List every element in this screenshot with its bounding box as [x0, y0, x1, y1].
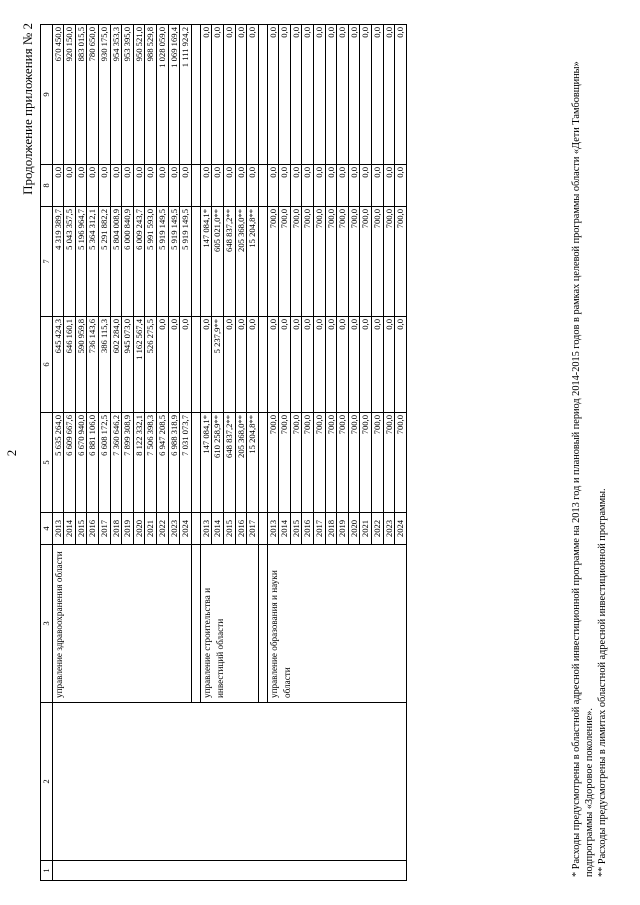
col-2-cell — [52, 702, 406, 860]
year-cell: 2014 — [64, 512, 76, 544]
amount-cell: 6 009 243,7 — [133, 206, 145, 316]
amount-cell: 0,0 — [279, 24, 291, 164]
table-row — [52, 24, 64, 880]
amount-cell: 5 291 882,2 — [98, 206, 110, 316]
amount-cell: 0,0 — [145, 164, 157, 206]
amount-cell: 646 160,1 — [64, 316, 76, 412]
amount-cell: 700,0 — [267, 412, 279, 512]
year-cell: 2017 — [247, 512, 259, 544]
amount-cell: 700,0 — [372, 206, 384, 316]
year-cell: 2015 — [290, 512, 302, 544]
document-page — [0, 13, 640, 893]
amount-cell: 590 959,8 — [75, 316, 87, 412]
amount-cell: 700,0 — [279, 206, 291, 316]
amount-cell: 5 196 964,7 — [75, 206, 87, 316]
amount-cell: 920 150,0 — [64, 24, 76, 164]
amount-cell: 6 609 667,6 — [64, 412, 76, 512]
amount-cell: 0,0 — [122, 164, 134, 206]
amount-cell: 7 360 646,2 — [110, 412, 122, 512]
amount-cell: 147 084,1* — [200, 412, 212, 512]
amount-cell: 8 122 332,1 — [133, 412, 145, 512]
amount-cell: 930 175,0 — [98, 24, 110, 164]
amount-cell: 700,0 — [395, 412, 407, 512]
amount-cell: 205 368,0** — [235, 412, 247, 512]
year-cell: 2020 — [348, 512, 360, 544]
amount-cell: 700,0 — [325, 206, 337, 316]
header-cell: 6 — [41, 316, 53, 412]
footnotes — [570, 27, 609, 877]
amount-cell: 700,0 — [337, 206, 349, 316]
amount-cell: 0,0 — [267, 164, 279, 206]
amount-cell: 1 069 169,4 — [168, 24, 180, 164]
amount-cell: 700,0 — [348, 412, 360, 512]
amount-cell: 700,0 — [314, 206, 326, 316]
amount-cell: 0,0 — [223, 316, 235, 412]
amount-cell: 0,0 — [212, 24, 224, 164]
amount-cell: 0,0 — [200, 316, 212, 412]
organization-name: управление здравоохранения области — [52, 544, 191, 702]
year-cell: 2023 — [383, 512, 395, 544]
amount-cell: 0,0 — [383, 164, 395, 206]
amount-cell: 0,0 — [383, 316, 395, 412]
year-cell: 2024 — [395, 512, 407, 544]
amount-cell: 0,0 — [247, 164, 259, 206]
amount-cell: 883 015,5 — [75, 24, 87, 164]
amount-cell: 648 837,2** — [223, 206, 235, 316]
amount-cell: 1 111 924,2 — [180, 24, 192, 164]
amount-cell: 0,0 — [200, 24, 212, 164]
amount-cell: 0,0 — [360, 316, 372, 412]
footnote-2: ** Расходы предусмотрены в лимитах областной адресной инвестиционной программы. — [597, 487, 608, 877]
amount-cell: 0,0 — [279, 316, 291, 412]
amount-cell: 15 204,8** — [247, 412, 259, 512]
amount-cell: 0,0 — [314, 164, 326, 206]
header-row — [41, 24, 53, 880]
footnote-1: * Расходы предусмотрены в областной адресной инвестиционной программе на 2013 год и плановый период 2014-2015 годов в рамках целевой программы области «Дети Тамбовщины» подпрограммы «Здоровое поколение». — [571, 60, 595, 877]
amount-cell: 0,0 — [314, 24, 326, 164]
header-cell: 2 — [41, 702, 53, 860]
year-cell: 2024 — [180, 512, 192, 544]
amount-cell: 147 084,1* — [200, 206, 212, 316]
year-cell: 2014 — [279, 512, 291, 544]
amount-cell: 645 424,3 — [52, 316, 64, 412]
amount-cell: 0,0 — [290, 24, 302, 164]
amount-cell: 0,0 — [372, 164, 384, 206]
amount-cell: 0,0 — [279, 164, 291, 206]
amount-cell: 0,0 — [290, 316, 302, 412]
amount-cell: 5 919 149,5 — [168, 206, 180, 316]
amount-cell: 7 031 073,7 — [180, 412, 192, 512]
amount-cell: 0,0 — [200, 164, 212, 206]
amount-cell: 0,0 — [223, 24, 235, 164]
amount-cell: 15 204,8** — [247, 206, 259, 316]
amount-cell: 0,0 — [325, 316, 337, 412]
header-cell: 8 — [41, 164, 53, 206]
year-cell: 2018 — [110, 512, 122, 544]
year-cell: 2023 — [168, 512, 180, 544]
amount-cell: 6 881 106,0 — [87, 412, 99, 512]
amount-cell: 0,0 — [325, 164, 337, 206]
amount-cell: 602 284,0 — [110, 316, 122, 412]
amount-cell: 0,0 — [325, 24, 337, 164]
amount-cell: 700,0 — [267, 206, 279, 316]
amount-cell: 648 837,2** — [223, 412, 235, 512]
organization-name: управление строительства и инвестиций области — [200, 544, 258, 702]
amount-cell: 700,0 — [325, 412, 337, 512]
amount-cell: 526 275,5 — [145, 316, 157, 412]
amount-cell: 0,0 — [337, 316, 349, 412]
amount-cell: 700,0 — [360, 206, 372, 316]
amount-cell: 945 073,0 — [122, 316, 134, 412]
amount-cell: 988 529,8 — [145, 24, 157, 164]
amount-cell: 700,0 — [290, 412, 302, 512]
page-number: 2 — [4, 449, 19, 456]
amount-cell: 0,0 — [156, 164, 168, 206]
amount-cell: 0,0 — [372, 24, 384, 164]
year-cell: 2016 — [235, 512, 247, 544]
amount-cell: 5 804 008,9 — [110, 206, 122, 316]
amount-cell: 0,0 — [168, 316, 180, 412]
amount-cell: 0,0 — [395, 164, 407, 206]
amount-cell: 700,0 — [314, 412, 326, 512]
amount-cell: 736 143,6 — [87, 316, 99, 412]
amount-cell: 0,0 — [348, 316, 360, 412]
amount-cell: 7 899 308,9 — [122, 412, 134, 512]
amount-cell: 700,0 — [360, 412, 372, 512]
amount-cell: 0,0 — [180, 316, 192, 412]
header-cell: 3 — [41, 544, 53, 702]
amount-cell: 610 258,9** — [212, 412, 224, 512]
amount-cell: 5 043 357,5 — [64, 206, 76, 316]
amount-cell: 0,0 — [110, 164, 122, 206]
year-cell: 2016 — [302, 512, 314, 544]
amount-cell: 0,0 — [212, 164, 224, 206]
amount-cell: 5 919 149,5 — [156, 206, 168, 316]
year-cell: 2015 — [223, 512, 235, 544]
col-1-cell — [52, 860, 406, 880]
year-cell: 2017 — [314, 512, 326, 544]
header-cell: 7 — [41, 206, 53, 316]
year-cell: 2022 — [372, 512, 384, 544]
amount-cell: 386 115,3 — [98, 316, 110, 412]
year-cell: 2013 — [267, 512, 279, 544]
year-cell: 2016 — [87, 512, 99, 544]
year-cell: 2021 — [145, 512, 157, 544]
amount-cell: 0,0 — [235, 164, 247, 206]
amount-cell: 0,0 — [348, 24, 360, 164]
year-cell: 2020 — [133, 512, 145, 544]
amount-cell: 0,0 — [337, 24, 349, 164]
year-cell: 2021 — [360, 512, 372, 544]
amount-cell: 0,0 — [247, 316, 259, 412]
year-cell: 2017 — [98, 512, 110, 544]
amount-cell: 0,0 — [87, 164, 99, 206]
amount-cell: 0,0 — [302, 24, 314, 164]
amount-cell: 700,0 — [383, 412, 395, 512]
amount-cell: 1 162 567,4 — [133, 316, 145, 412]
amount-cell: 0,0 — [223, 164, 235, 206]
amount-cell: 0,0 — [267, 24, 279, 164]
amount-cell: 0,0 — [360, 164, 372, 206]
amount-cell: 5 991 593,0 — [145, 206, 157, 316]
amount-cell: 0,0 — [235, 24, 247, 164]
amount-cell: 4 319 389,7 — [52, 206, 64, 316]
amount-cell: 700,0 — [348, 206, 360, 316]
header-cell: 1 — [41, 860, 53, 880]
amount-cell: 0,0 — [133, 164, 145, 206]
amount-cell: 700,0 — [302, 206, 314, 316]
amount-cell: 0,0 — [98, 164, 110, 206]
amount-cell: 0,0 — [360, 24, 372, 164]
amount-cell: 6 670 940,0 — [75, 412, 87, 512]
amount-cell: 5 919 149,5 — [180, 206, 192, 316]
amount-cell: 6 988 318,9 — [168, 412, 180, 512]
amount-cell: 0,0 — [267, 316, 279, 412]
year-cell: 2022 — [156, 512, 168, 544]
amount-cell: 0,0 — [168, 164, 180, 206]
amount-cell: 5 237,9** — [212, 316, 224, 412]
year-cell: 2015 — [75, 512, 87, 544]
amount-cell: 0,0 — [302, 164, 314, 206]
header-cell: 9 — [41, 24, 53, 164]
amount-cell: 950 521,0 — [133, 24, 145, 164]
amount-cell: 0,0 — [395, 24, 407, 164]
amount-cell: 0,0 — [348, 164, 360, 206]
year-cell: 2013 — [200, 512, 212, 544]
amount-cell: 5 635 264,0 — [52, 412, 64, 512]
amount-cell: 1 028 059,0 — [156, 24, 168, 164]
year-cell: 2013 — [52, 512, 64, 544]
amount-cell: 0,0 — [64, 164, 76, 206]
amount-cell: 0,0 — [52, 164, 64, 206]
amount-cell: 0,0 — [372, 316, 384, 412]
amount-cell: 6 000 840,9 — [122, 206, 134, 316]
header-cell: 4 — [41, 512, 53, 544]
year-cell: 2014 — [212, 512, 224, 544]
year-cell: 2018 — [325, 512, 337, 544]
amount-cell: 954 353,3 — [110, 24, 122, 164]
amount-cell: 0,0 — [235, 316, 247, 412]
amount-cell: 605 021,0** — [212, 206, 224, 316]
year-cell: 2019 — [122, 512, 134, 544]
amount-cell: 700,0 — [290, 206, 302, 316]
amount-cell: 6 608 172,5 — [98, 412, 110, 512]
amount-cell: 670 450,0 — [52, 24, 64, 164]
amount-cell: 700,0 — [302, 412, 314, 512]
amount-cell: 700,0 — [337, 412, 349, 512]
amount-cell: 780 650,0 — [87, 24, 99, 164]
amount-cell: 953 395,0 — [122, 24, 134, 164]
amount-cell: 0,0 — [247, 24, 259, 164]
amount-cell: 0,0 — [302, 316, 314, 412]
year-cell: 2019 — [337, 512, 349, 544]
amount-cell: 700,0 — [279, 412, 291, 512]
amount-cell: 0,0 — [337, 164, 349, 206]
amount-cell: 700,0 — [395, 206, 407, 316]
appendix-label: Продолжение приложения № 2 — [20, 22, 35, 195]
amount-cell: 700,0 — [383, 206, 395, 316]
amount-cell: 5 364 312,1 — [87, 206, 99, 316]
organization-name: управление образования и науки области — [267, 544, 406, 702]
amount-cell: 0,0 — [395, 316, 407, 412]
amount-cell: 0,0 — [156, 316, 168, 412]
amount-cell: 700,0 — [372, 412, 384, 512]
amount-cell: 0,0 — [180, 164, 192, 206]
amount-cell: 6 947 208,5 — [156, 412, 168, 512]
budget-table — [40, 24, 407, 881]
header-cell: 5 — [41, 412, 53, 512]
amount-cell: 0,0 — [75, 164, 87, 206]
amount-cell: 0,0 — [314, 316, 326, 412]
amount-cell: 205 368,0** — [235, 206, 247, 316]
amount-cell: 7 506 398,3 — [145, 412, 157, 512]
amount-cell: 0,0 — [383, 24, 395, 164]
amount-cell: 0,0 — [290, 164, 302, 206]
